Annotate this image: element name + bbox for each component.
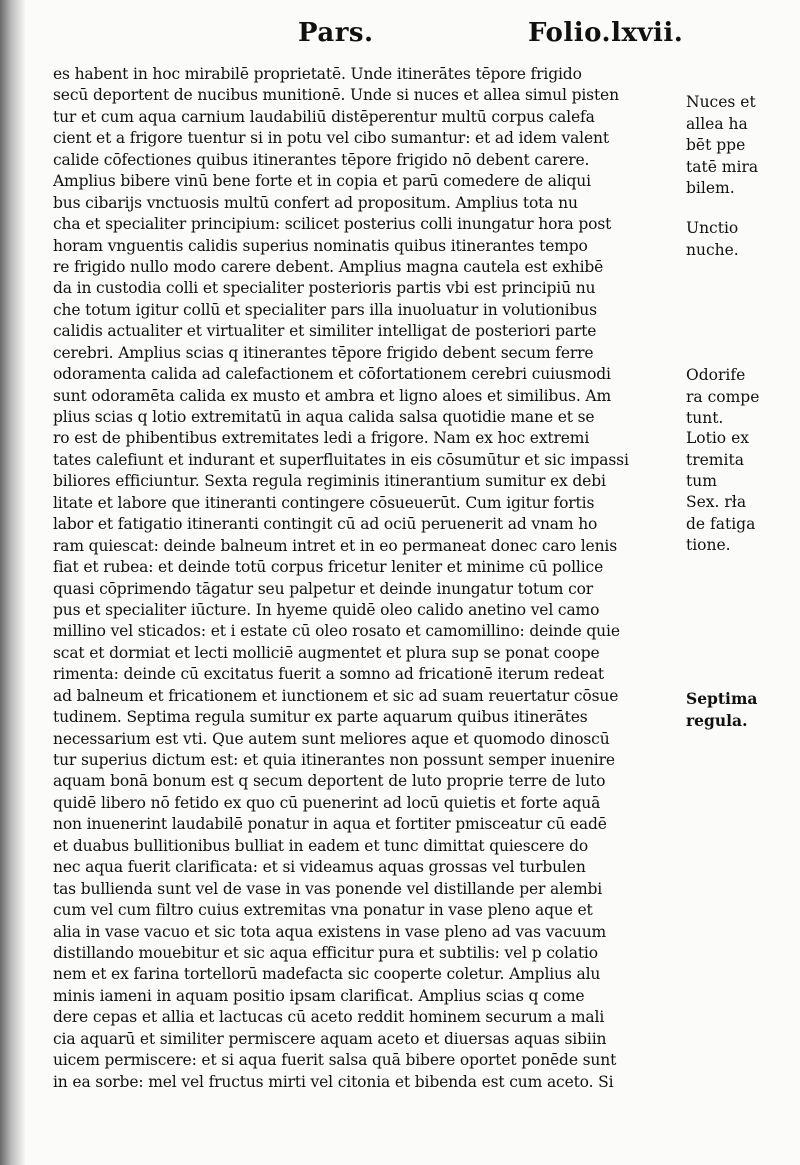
- margin-note-line: ra compe: [686, 387, 760, 406]
- text-line: et duabus bullitionibus bulliat in eadem et tunc dimittat quiescere do: [53, 836, 589, 855]
- text-line: scat et dormiat et lecti molliciē augmentet et plura sup se ponat coope: [53, 643, 600, 662]
- binding-shadow: [0, 0, 26, 1165]
- text-line: calide cōfectiones quibus itinerantes tēpore frigido nō debent carere.: [53, 150, 590, 169]
- margin-note-line: tatē mira: [686, 157, 759, 176]
- text-line: cha et specialiter principium: scilicet posterius colli inungatur hora post: [53, 215, 612, 234]
- margin-note-lotio: [686, 428, 798, 493]
- text-line: aquam bonā bonum est q secum deportent de luto proprie terre de luto: [53, 772, 606, 791]
- margin-note-line: de fatiga: [686, 514, 756, 533]
- margin-note-line: tremita: [686, 450, 744, 469]
- text-line: tudinem. Septima regula sumitur ex parte aquarum quibus itinerātes: [53, 708, 588, 727]
- text-line: sunt odoramēta calida ex musto et ambra et ligno aloes et similibus. Am: [53, 386, 611, 405]
- margin-note-line: bēt ppe: [686, 136, 746, 154]
- margin-note-line: tione.: [686, 536, 731, 554]
- text-line: plius scias q lotio extremitatū in aqua calida salsa quotidie mane et se: [53, 408, 595, 426]
- text-line: horam vnguentis calidis superius nominatis quibus itinerantes tempo: [53, 236, 588, 255]
- text-line: dere cepas et allia et lactucas cū aceto reddit hominem securum a mali: [53, 1008, 605, 1027]
- text-line: alia in vase vacuo et sic tota aqua existens in vase pleno ad vas vacuum: [53, 922, 607, 941]
- text-line: tas bullienda sunt vel de vase in vas ponende vel distillande per alembi: [53, 879, 603, 898]
- text-line: da in custodia colli et specialiter posterioris partis vbi est principiū nu: [53, 279, 596, 298]
- margin-note-line: Septima: [686, 689, 758, 708]
- text-line: odoramenta calida ad calefactionem et cōfortationem cerebri cuiusmodi: [53, 365, 611, 384]
- text-line: nec aqua fuerit clarificata: et si videamus aquas grossas vel turbulen: [53, 858, 586, 877]
- text-line: labor et fatigatio itineranti contingit cū ad ociū peruenerit ad vnam ho: [53, 515, 598, 534]
- text-line: litate et labore que itineranti contingere cōsueuerūt. Cum igitur fortis: [53, 493, 595, 512]
- folio-number: Folio.lxvii.: [528, 18, 684, 48]
- text-line: millino vel sticados: et i estate cū oleo rosato et camomillino: deinde quie: [53, 622, 620, 641]
- text-line: biliores efficiuntur. Sexta regula regiminis itinerantium sumitur ex debi: [53, 472, 606, 491]
- text-line: tur et cum aqua carnium laudabiliū distēperentur multū corpus calefa: [53, 107, 595, 126]
- margin-note-line: Odorife: [686, 366, 746, 384]
- margin-note-line: regula.: [686, 710, 748, 730]
- text-line: minis iameni in aquam positio ipsam clarificat. Amplius scias q come: [53, 986, 585, 1005]
- margin-note-odorifera: [686, 365, 798, 430]
- text-line: fiat et rubea: et deinde totū corpus fricetur leniter et minime cū pollice: [53, 558, 604, 577]
- text-line: pus et specialiter iūcture. In hyeme quidē oleo calido anetino vel camo: [53, 600, 600, 619]
- text-line: bus cibarijs vnctuosis multū confert ad propositum. Amplius tota nu: [53, 193, 578, 212]
- text-line: cient et a frigore tuentur si in potu vel cibo sumantur: et ad idem valent: [53, 129, 609, 148]
- text-line: cia aquarū et similiter permiscere aquam aceto et diuersas aquas sibiin: [53, 1029, 607, 1048]
- text-line: che totum igitur collū et specialiter pars illa inuoluatur in volutionibus: [53, 300, 597, 319]
- margin-note-line: allea ha: [686, 114, 748, 133]
- text-line: es habent in hoc mirabilē proprietatē. Unde itinerātes tēpore frigido: [53, 65, 582, 83]
- text-line: quasi cōprimendo tāgatur seu palpetur et deinde inungatur totum cor: [53, 579, 594, 598]
- text-line: tates calefiunt et indurant et superfluitates in eis cōsumūtur et sic impassi: [53, 450, 629, 469]
- text-line: tur superius dictum est: et quia itinerantes non possunt semper inuenire: [53, 751, 615, 769]
- text-line: nem et ex farina tortellorū madefacta sic cooperte coletur. Amplius alu: [53, 965, 601, 984]
- margin-note-line: bilem.: [686, 179, 735, 197]
- margin-note-line: Sex. rła: [686, 493, 747, 511]
- margin-note-line: Lotio ex: [686, 429, 749, 447]
- text-line: necessarium est vti. Que autem sunt meliores aque et quomodo dinoscū: [53, 729, 610, 748]
- margin-note-line: nuche.: [686, 240, 739, 259]
- text-line: ad balneum et fricationem et iunctionem et sic ad suam reuertatur cōsue: [53, 686, 619, 705]
- text-line: Amplius bibere vinū bene forte et in copia et parū comedere de aliqui: [53, 172, 591, 191]
- margin-note-unctio: [686, 218, 798, 261]
- main-text-column: [53, 64, 683, 1093]
- text-line: distillando mouebitur et sic aqua efficitur pura et subtilis: vel p colatio: [53, 943, 598, 962]
- text-line: ram quiescat: deinde balneum intret et in eo permaneat donec caro lenis: [53, 536, 618, 555]
- text-line: rimenta: deinde cū excitatus fuerit a somno ad fricationē iterum redeat: [53, 665, 604, 684]
- margin-note-line: Unctio: [686, 219, 739, 237]
- margin-note-line: Nuces et: [686, 93, 756, 111]
- text-line: in ea sorbe: mel vel fructus mirti vel citonia et bibenda est cum aceto. Si: [53, 1072, 614, 1091]
- running-head-pars: Pars.: [298, 18, 374, 48]
- text-line: cerebri. Amplius scias q itinerantes tēpore frigido debent secum ferre: [53, 343, 594, 362]
- text-line: ro est de phibentibus extremitates ledi a frigore. Nam ex hoc extremi: [53, 429, 590, 448]
- margin-note-line: tum: [686, 472, 717, 490]
- text-line: re frigido nullo modo carere debent. Amplius magna cautela est exhibē: [53, 257, 604, 276]
- margin-note-line: tunt.: [686, 409, 724, 427]
- text-line: cum vel cum filtro cuius extremitas vna ponatur in vase pleno aque et: [53, 901, 593, 920]
- text-line: quidē libero nō fetido ex quo cū puenerint ad locū quietis et forte aquā: [53, 793, 601, 812]
- text-line: calidis actualiter et virtualiter et similiter intelligat de posteriori parte: [53, 322, 597, 341]
- margin-note-sexta: [686, 492, 798, 557]
- text-line: uicem permiscere: et si aqua fuerit salsa quā bibere oportet ponēde sunt: [53, 1051, 617, 1070]
- margin-note-septima: [686, 688, 798, 731]
- text-line: non inuenerint laudabilē ponatur in aqua et fortiter pmisceatur cū eadē: [53, 815, 607, 834]
- margin-note-nuces: [686, 92, 798, 200]
- text-line: secū deportent de nucibus munitionē. Unde si nuces et allea simul pisten: [53, 86, 619, 105]
